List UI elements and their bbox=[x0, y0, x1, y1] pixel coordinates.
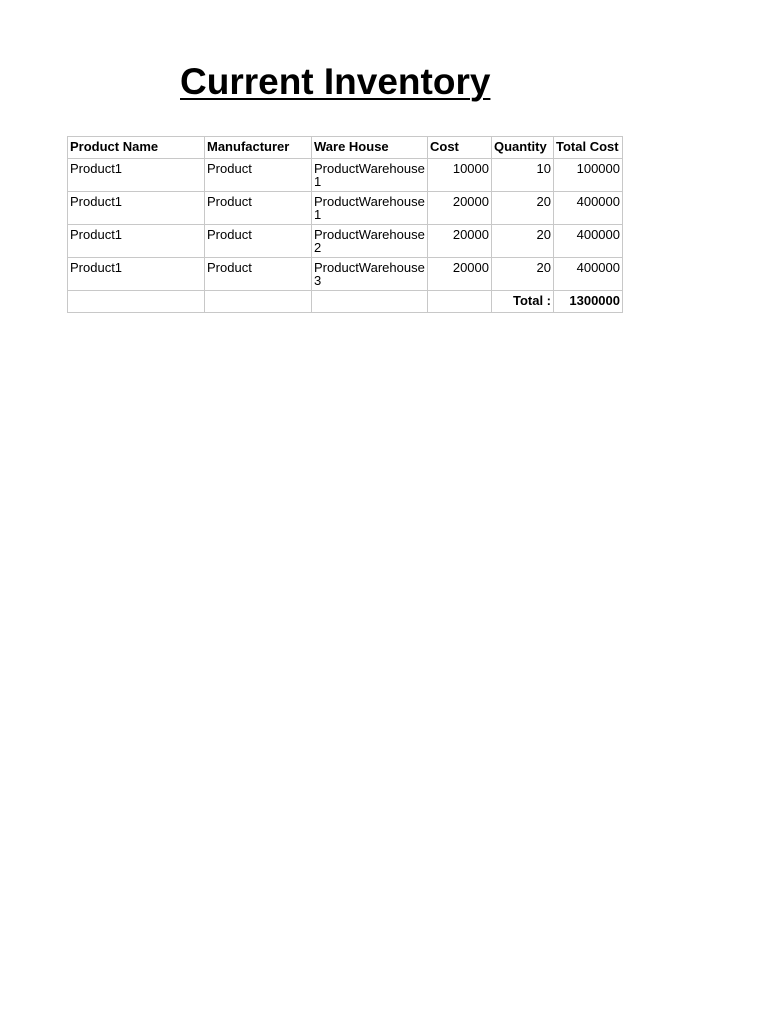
cell-total-cost: 400000 bbox=[554, 225, 623, 258]
empty-cell bbox=[68, 291, 205, 313]
cell-quantity: 20 bbox=[492, 258, 554, 291]
page-title: Current Inventory bbox=[180, 61, 491, 102]
cell-manufacturer: Product bbox=[205, 225, 312, 258]
cell-quantity: 20 bbox=[492, 225, 554, 258]
cell-cost: 20000 bbox=[428, 225, 492, 258]
header-manufacturer: Manufacturer bbox=[205, 137, 312, 159]
empty-cell bbox=[205, 291, 312, 313]
cell-warehouse: ProductWarehouse3 bbox=[312, 258, 428, 291]
cell-warehouse: ProductWarehouse1 bbox=[312, 159, 428, 192]
cell-manufacturer: Product bbox=[205, 192, 312, 225]
cell-cost: 20000 bbox=[428, 192, 492, 225]
cell-total-cost: 400000 bbox=[554, 192, 623, 225]
table-row bbox=[68, 225, 623, 258]
table-row bbox=[68, 192, 623, 225]
table-header-row bbox=[68, 137, 623, 159]
header-quantity: Quantity bbox=[492, 137, 554, 159]
table-row bbox=[68, 258, 623, 291]
cell-product-name: Product1 bbox=[68, 258, 205, 291]
cell-manufacturer: Product bbox=[205, 159, 312, 192]
cell-warehouse: ProductWarehouse2 bbox=[312, 225, 428, 258]
total-value: 1300000 bbox=[554, 291, 623, 313]
header-total-cost: Total Cost bbox=[554, 137, 623, 159]
cell-total-cost: 400000 bbox=[554, 258, 623, 291]
total-row bbox=[68, 291, 623, 313]
header-cost: Cost bbox=[428, 137, 492, 159]
table-row bbox=[68, 159, 623, 192]
cell-quantity: 20 bbox=[492, 192, 554, 225]
header-product-name: Product Name bbox=[68, 137, 205, 159]
cell-cost: 10000 bbox=[428, 159, 492, 192]
cell-manufacturer: Product bbox=[205, 258, 312, 291]
cell-total-cost: 100000 bbox=[554, 159, 623, 192]
empty-cell bbox=[428, 291, 492, 313]
empty-cell bbox=[312, 291, 428, 313]
cell-product-name: Product1 bbox=[68, 159, 205, 192]
cell-cost: 20000 bbox=[428, 258, 492, 291]
cell-warehouse: ProductWarehouse1 bbox=[312, 192, 428, 225]
cell-quantity: 10 bbox=[492, 159, 554, 192]
header-warehouse: Ware House bbox=[312, 137, 428, 159]
inventory-table bbox=[67, 136, 623, 313]
cell-product-name: Product1 bbox=[68, 225, 205, 258]
cell-product-name: Product1 bbox=[68, 192, 205, 225]
total-label: Total : bbox=[492, 291, 554, 313]
